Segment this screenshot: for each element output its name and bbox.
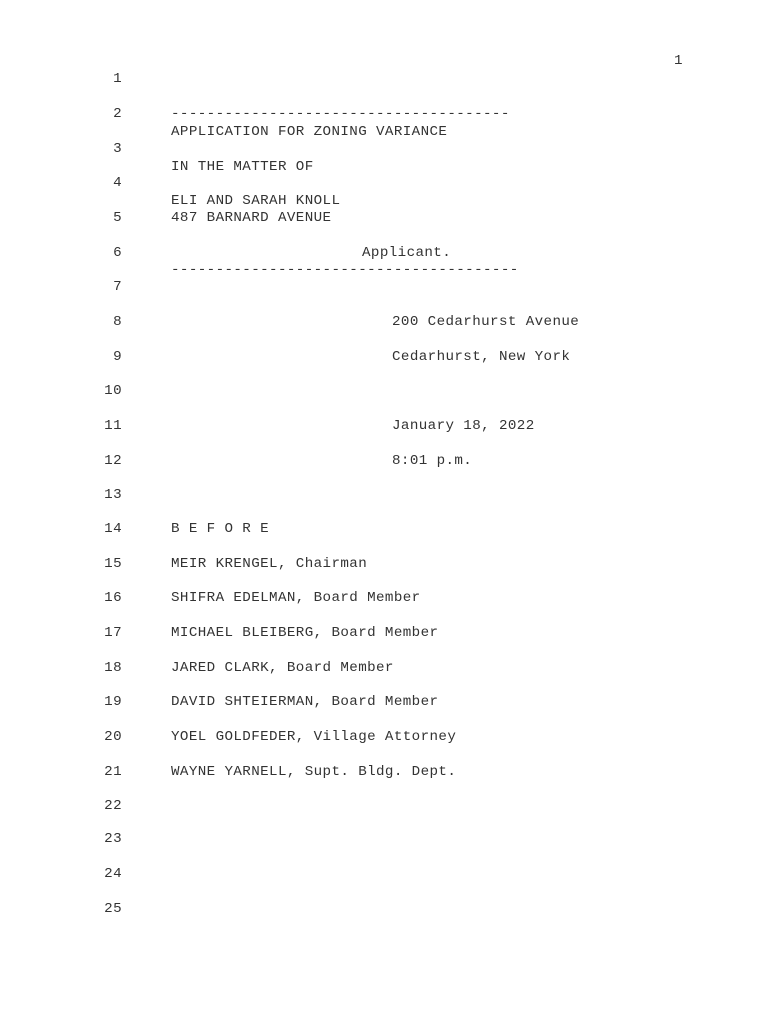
attendee: WAYNE YARNELL, Supt. Bldg. Dept. <box>171 764 457 780</box>
attendee: DAVID SHTEIERMAN, Board Member <box>171 694 439 710</box>
hearing-time: 8:01 p.m. <box>392 453 473 469</box>
caption-matter: IN THE MATTER OF <box>171 159 314 175</box>
attendee: YOEL GOLDFEDER, Village Attorney <box>171 729 457 745</box>
hearing-date: January 18, 2022 <box>392 418 535 434</box>
location-street: 200 Cedarhurst Avenue <box>392 314 580 330</box>
line-number: 4 <box>113 175 122 191</box>
line-number: 1 <box>113 71 122 87</box>
line-number: 11 <box>104 418 122 434</box>
line-number: 24 <box>104 866 122 882</box>
line-number: 17 <box>104 625 122 641</box>
line-number: 15 <box>104 556 122 572</box>
line-number: 6 <box>113 245 122 261</box>
attendee: SHIFRA EDELMAN, Board Member <box>171 590 421 606</box>
applicant-address: 487 BARNARD AVENUE <box>171 210 332 226</box>
line-number: 20 <box>104 729 122 745</box>
line-number: 23 <box>104 831 122 847</box>
line-number: 3 <box>113 141 122 157</box>
caption-rule-top: -------------------------------------- <box>171 106 510 122</box>
line-number: 14 <box>104 521 122 537</box>
before-heading: B E F O R E <box>171 521 270 537</box>
line-number: 12 <box>104 453 122 469</box>
line-number: 10 <box>104 383 122 399</box>
applicant-names: ELI AND SARAH KNOLL <box>171 193 341 209</box>
caption-rule-bottom: --------------------------------------- <box>171 262 519 278</box>
page-number: 1 <box>674 53 683 69</box>
attendee: JARED CLARK, Board Member <box>171 660 394 676</box>
line-number: 25 <box>104 901 122 917</box>
line-number: 5 <box>113 210 122 226</box>
line-number: 9 <box>113 349 122 365</box>
location-city: Cedarhurst, New York <box>392 349 571 365</box>
caption-title: APPLICATION FOR ZONING VARIANCE <box>171 124 448 140</box>
attendee: MICHAEL BLEIBERG, Board Member <box>171 625 439 641</box>
line-number: 19 <box>104 694 122 710</box>
line-number: 7 <box>113 279 122 295</box>
line-number: 22 <box>104 798 122 814</box>
line-number: 13 <box>104 487 122 503</box>
applicant-label: Applicant. <box>362 245 452 261</box>
line-number: 2 <box>113 106 122 122</box>
line-number: 16 <box>104 590 122 606</box>
line-number: 18 <box>104 660 122 676</box>
attendee: MEIR KRENGEL, Chairman <box>171 556 368 572</box>
line-number: 21 <box>104 764 122 780</box>
line-number: 8 <box>113 314 122 330</box>
